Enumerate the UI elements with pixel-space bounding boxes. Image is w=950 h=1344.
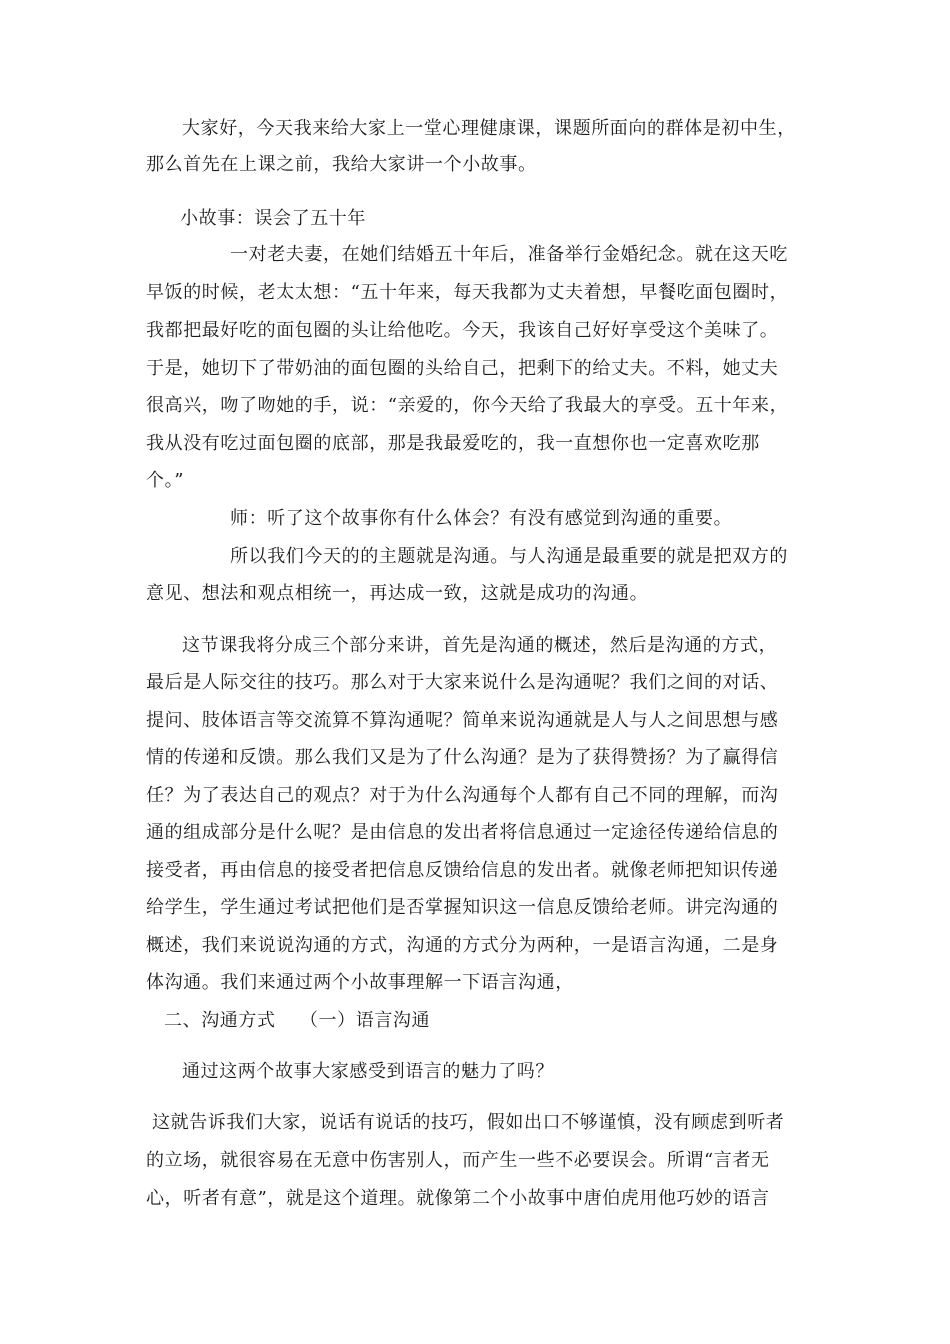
text-line: 通的组成部分是什么呢？是由信息的发出者将信息通过一定途径传递给信息的	[146, 822, 779, 843]
text-line: 体沟通。我们来通过两个小故事理解一下语言沟通，	[146, 972, 574, 993]
text-line: 一对老夫妻，在她们结婚五十年后，准备举行金婚纪念。就在这天吃	[230, 244, 788, 265]
text-line: 最后是人际交往的技巧。那么对于大家来说什么是沟通呢？我们之间的对话、	[146, 672, 779, 693]
text-line: 通过这两个故事大家感受到语言的魅力了吗？	[182, 1061, 554, 1082]
text-line: 于是，她切下了带奶油的面包圈的头给自己，把剩下的给丈夫。不料，她丈夫	[146, 358, 779, 379]
text-line: 的立场，就很容易在无意中伤害别人，而产生一些不必要误会。所谓“言者无	[146, 1150, 770, 1171]
text-line: 概述，我们来说说沟通的方式，沟通的方式分为两种，一是语言沟通，二是身	[146, 935, 779, 956]
text-line: 大家好，今天我来给大家上一堂心理健康课，课题所面向的群体是初中生，	[182, 118, 796, 139]
text-line: 那么首先在上课之前，我给大家讲一个小故事。	[146, 154, 537, 175]
text-line: 情的传递和反馈。那么我们又是为了什么沟通？是为了获得赞扬？为了赢得信	[146, 747, 779, 768]
text-line: 很高兴，吻了吻她的手，说：“亲爱的，你今天给了我最大的享受。五十年来，	[146, 395, 789, 416]
text-line: 所以我们今天的的主题就是沟通。与人沟通是最重要的就是把双方的	[230, 546, 788, 567]
text-line: 早饭的时候，老太太想：“五十年来，每天我都为丈夫着想，早餐吃面包圈时，	[146, 282, 789, 303]
text-line: 我从没有吃过面包圈的底部，那是我最爱吃的，我一直想你也一定喜欢吃那	[146, 433, 760, 454]
text-line: 提问、肢体语言等交流算不算沟通呢？简单来说沟通就是人与人之间思想与感	[146, 710, 779, 731]
text-line: 这就告诉我们大家，说话有说话的技巧，假如出口不够谨慎，没有顾虑到听者	[152, 1112, 785, 1133]
text-line: 这节课我将分成三个部分来讲，首先是沟通的概述，然后是沟通的方式，	[182, 635, 778, 656]
text-line: 意见、想法和观点相统一，再达成一致，这就是成功的沟通。	[146, 583, 649, 604]
teacher-line: 师：听了这个故事你有什么体会？有没有感觉到沟通的重要。	[230, 508, 733, 529]
text-line: 给学生，学生通过考试把他们是否掌握知识这一信息反馈给老师。讲完沟通的	[146, 897, 779, 918]
text-line: 接受者，再由信息的接受者把信息反馈给信息的发出者。就像老师把知识传递	[146, 860, 779, 881]
section-heading: 二、沟通方式 （一）语言沟通	[164, 1010, 431, 1031]
text-line: 个。”	[146, 470, 185, 491]
text-line: 心，听者有意”，就是这个道理。就像第二个小故事中唐伯虎用他巧妙的语言	[146, 1188, 770, 1209]
text-line: 我都把最好吃的面包圈的头让给他吃。今天，我该自己好好享受这个美味了。	[146, 320, 779, 341]
story-title: 小故事：误会了五十年	[180, 208, 366, 229]
text-line: 任？为了表达自己的观点？对于为什么沟通每个人都有自己不同的理解，而沟	[146, 785, 779, 806]
